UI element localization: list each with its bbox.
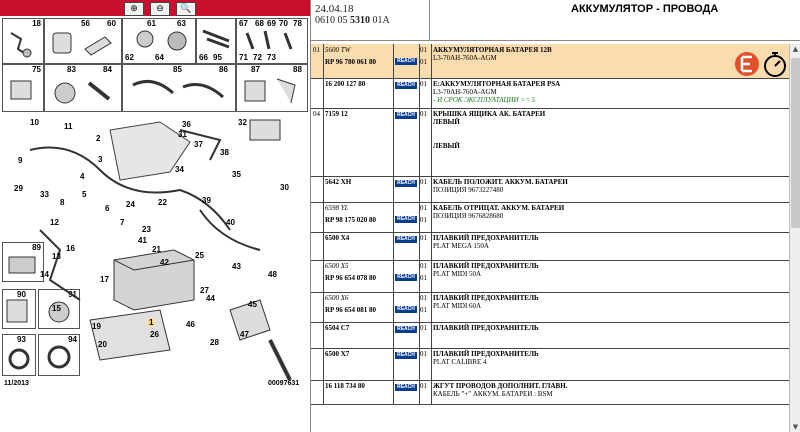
callout-37[interactable]: 37 bbox=[194, 140, 203, 149]
desc-title: E:АККУМУЛЯТОРНАЯ БАТАРЕЯ PSA bbox=[433, 80, 561, 88]
zoom-fit-button[interactable]: 🔍 bbox=[176, 2, 196, 16]
quantity: 01 bbox=[420, 350, 427, 358]
column-divider bbox=[393, 232, 394, 260]
quantity: 01 bbox=[420, 204, 427, 212]
callout-9[interactable]: 9 bbox=[18, 156, 23, 165]
reach-badge[interactable]: REACH bbox=[395, 58, 417, 65]
thumb-85-86[interactable]: 85 86 bbox=[122, 64, 236, 112]
part-reference[interactable]: 6598 YL bbox=[325, 204, 349, 212]
column-divider bbox=[419, 380, 420, 404]
desc-title: ЖГУТ ПРОВОДОВ ДОПОЛНИТ. ГЛАВН. bbox=[433, 382, 568, 390]
eco-icon[interactable] bbox=[735, 52, 759, 76]
scroll-thumb[interactable] bbox=[791, 58, 800, 228]
quantity: 01 bbox=[420, 80, 427, 88]
part-reference[interactable]: 6504 C7 bbox=[325, 324, 350, 332]
callout-15[interactable]: 15 bbox=[52, 304, 61, 313]
column-divider bbox=[393, 78, 394, 108]
desc-title: ПЛАВКИЙ ПРЕДОХРАНИТЕЛЬ bbox=[433, 294, 539, 302]
desc-line: ЛЕВЫЙ bbox=[433, 142, 460, 150]
column-divider bbox=[431, 292, 432, 322]
column-divider bbox=[431, 260, 432, 292]
thumb-87-88[interactable]: 87 88 bbox=[236, 64, 308, 112]
callout-19[interactable]: 19 bbox=[92, 322, 101, 331]
column-divider bbox=[419, 202, 420, 232]
part-number[interactable]: RP 96 654 081 80 bbox=[325, 306, 376, 314]
part-description bbox=[433, 324, 673, 332]
callout-46[interactable]: 46 bbox=[186, 320, 195, 329]
callout-43[interactable]: 43 bbox=[232, 262, 241, 271]
quantity: 01 bbox=[420, 46, 427, 54]
part-reference[interactable]: 16 118 734 80 bbox=[325, 382, 365, 390]
reach-badge[interactable]: REACH bbox=[395, 326, 417, 333]
callout-10[interactable]: 10 bbox=[30, 118, 39, 127]
column-divider bbox=[323, 176, 324, 202]
part-row[interactable] bbox=[311, 232, 789, 261]
desc-line: - И СРОК ЭКСПЛУАТАЦИИ >= 5 bbox=[433, 96, 536, 104]
column-divider bbox=[419, 176, 420, 202]
part-row[interactable] bbox=[311, 260, 789, 293]
parts-table bbox=[311, 44, 789, 432]
callout-1[interactable]: 1 bbox=[149, 318, 154, 327]
desc-line: ПОЗИЦИЯ 9673227480 bbox=[433, 186, 504, 194]
reach-badge[interactable]: REACH bbox=[395, 306, 417, 313]
column-divider bbox=[431, 380, 432, 404]
callout-36[interactable]: 36 bbox=[182, 120, 191, 129]
part-description bbox=[433, 234, 673, 250]
part-number[interactable]: RP 98 175 020 80 bbox=[325, 216, 376, 224]
part-description bbox=[433, 178, 673, 194]
part-row[interactable] bbox=[311, 202, 789, 233]
column-divider bbox=[393, 348, 394, 380]
reach-badge[interactable]: REACH bbox=[395, 236, 417, 243]
callout-28[interactable]: 28 bbox=[210, 338, 219, 347]
column-divider bbox=[323, 348, 324, 380]
quantity: 01 bbox=[420, 262, 427, 270]
column-divider bbox=[393, 108, 394, 176]
part-reference[interactable]: 6500 X6 bbox=[325, 294, 349, 302]
desc-line: ЛЕВЫЙ bbox=[433, 118, 460, 126]
part-row[interactable] bbox=[311, 108, 789, 177]
callout-27[interactable]: 27 bbox=[200, 286, 209, 295]
part-row[interactable] bbox=[311, 78, 789, 109]
callout-40[interactable]: 40 bbox=[226, 218, 235, 227]
callout-13[interactable]: 13 bbox=[52, 252, 61, 261]
row-index: 04 bbox=[313, 110, 320, 118]
thumb-89[interactable]: 89 bbox=[2, 242, 44, 282]
callout-11[interactable]: 11 bbox=[64, 122, 73, 131]
callout-6[interactable]: 6 bbox=[105, 204, 110, 213]
column-divider bbox=[431, 232, 432, 260]
catalog-code: 0610 05 5310 01A bbox=[315, 15, 390, 26]
stopwatch-icon[interactable] bbox=[765, 53, 785, 76]
callout-4[interactable]: 4 bbox=[80, 172, 85, 181]
desc-title: КАБЕЛЬ ОТРИЦАТ. АККУМ. БАТАРЕИ bbox=[433, 204, 565, 212]
part-row[interactable] bbox=[311, 44, 789, 79]
part-number[interactable]: RP 96 654 078 80 bbox=[325, 274, 376, 282]
column-divider bbox=[419, 232, 420, 260]
part-reference[interactable]: 7159 12 bbox=[325, 110, 348, 118]
row-icons bbox=[731, 48, 791, 80]
part-description bbox=[433, 382, 673, 398]
quantity: 01 bbox=[420, 382, 427, 390]
parts-header bbox=[311, 0, 800, 41]
column-divider bbox=[323, 44, 324, 78]
part-reference[interactable]: 5642 XH bbox=[325, 178, 352, 186]
thumb-66-95[interactable]: 66 95 bbox=[196, 18, 236, 64]
parts-list-panel bbox=[311, 0, 800, 432]
column-divider bbox=[323, 108, 324, 176]
callout-44[interactable]: 44 bbox=[206, 294, 215, 303]
quantity-2: 01 bbox=[420, 306, 427, 314]
part-reference[interactable]: 16 200 127 80 bbox=[325, 80, 366, 88]
desc-line: PLAT MIDI 50A bbox=[433, 270, 482, 278]
diagram-date: 11/2013 bbox=[4, 380, 29, 387]
vertical-scrollbar[interactable] bbox=[789, 44, 800, 432]
reach-badge[interactable]: REACH bbox=[395, 82, 417, 89]
callout-34[interactable]: 34 bbox=[175, 165, 184, 174]
column-divider bbox=[393, 202, 394, 232]
callout-14[interactable]: 14 bbox=[40, 270, 49, 279]
quantity-2: 01 bbox=[420, 274, 427, 282]
callout-42[interactable]: 42 bbox=[160, 258, 169, 267]
callout-22[interactable]: 22 bbox=[158, 198, 167, 207]
thumb-61-63[interactable]: 61 63 62 64 bbox=[122, 18, 196, 64]
part-description bbox=[433, 110, 673, 150]
part-description bbox=[433, 262, 673, 278]
column-divider bbox=[431, 176, 432, 202]
reach-badge[interactable]: REACH bbox=[395, 112, 417, 119]
callout-8[interactable]: 8 bbox=[60, 198, 65, 207]
part-reference[interactable]: 6500 X7 bbox=[325, 350, 350, 358]
reach-badge[interactable]: REACH bbox=[395, 180, 417, 187]
part-row[interactable] bbox=[311, 348, 789, 381]
part-description bbox=[433, 80, 673, 104]
diagram-toolbar bbox=[0, 0, 310, 16]
part-row[interactable] bbox=[311, 380, 789, 405]
callout-21[interactable]: 21 bbox=[152, 245, 161, 254]
desc-title: ПЛАВКИЙ ПРЕДОХРАНИТЕЛЬ bbox=[433, 262, 539, 270]
callout-20[interactable]: 20 bbox=[98, 340, 107, 349]
callout-47[interactable]: 47 bbox=[240, 330, 249, 339]
callout-17[interactable]: 17 bbox=[100, 275, 109, 284]
column-divider bbox=[323, 78, 324, 108]
column-divider bbox=[393, 380, 394, 404]
desc-title: КАБЕЛЬ ПОЛОЖИТ. АККУМ. БАТАРЕИ bbox=[433, 178, 568, 186]
part-description bbox=[433, 204, 673, 220]
column-divider bbox=[419, 292, 420, 322]
desc-line: ПОЗИЦИЯ 9676828680 bbox=[433, 212, 504, 220]
thumb-56-60[interactable]: 56 60 bbox=[44, 18, 122, 64]
row-index: 01 bbox=[313, 46, 320, 54]
callout-33[interactable]: 33 bbox=[40, 190, 49, 199]
column-divider bbox=[323, 202, 324, 232]
column-divider bbox=[419, 108, 420, 176]
part-reference[interactable]: 6500 X4 bbox=[325, 234, 350, 242]
desc-line: PLAT MIDI 60A bbox=[433, 302, 482, 310]
column-divider bbox=[393, 292, 394, 322]
thumb-94[interactable]: 94 bbox=[38, 334, 80, 376]
thumb-75[interactable]: 75 bbox=[2, 64, 44, 112]
thumb-67-78[interactable]: 67 68 69 70 78 71 72 73 bbox=[236, 18, 308, 64]
quantity: 01 bbox=[420, 178, 427, 186]
scroll-up-arrow[interactable]: ▲ bbox=[792, 45, 799, 53]
reach-badge[interactable]: REACH bbox=[395, 216, 417, 223]
callout-30[interactable]: 30 bbox=[280, 183, 289, 192]
quantity-2: 01 bbox=[420, 216, 427, 224]
column-divider bbox=[431, 202, 432, 232]
part-number[interactable]: RP 96 780 061 80 bbox=[325, 58, 376, 66]
callout-45[interactable]: 45 bbox=[248, 300, 257, 309]
column-divider bbox=[323, 260, 324, 292]
thumb-18[interactable]: 18 bbox=[2, 18, 44, 64]
thumb-83-84[interactable]: 83 84 bbox=[44, 64, 122, 112]
desc-line: PLAT CALIBRE 4 bbox=[433, 358, 487, 366]
reach-badge[interactable]: REACH bbox=[395, 352, 417, 359]
desc-line: L3-70AH-760A-AGM bbox=[433, 54, 497, 62]
desc-title: ПЛАВКИЙ ПРЕДОХРАНИТЕЛЬ bbox=[433, 324, 539, 332]
catalog-date: 24.04.18 bbox=[315, 3, 354, 15]
reach-badge[interactable]: REACH bbox=[395, 384, 417, 391]
column-divider bbox=[393, 176, 394, 202]
scroll-down-arrow[interactable]: ▼ bbox=[792, 423, 799, 431]
column-divider bbox=[419, 348, 420, 380]
callout-7[interactable]: 7 bbox=[120, 218, 125, 227]
callout-26[interactable]: 26 bbox=[150, 330, 159, 339]
quantity-2: 01 bbox=[420, 58, 427, 66]
part-description bbox=[433, 350, 673, 366]
desc-title: ПЛАВКИЙ ПРЕДОХРАНИТЕЛЬ bbox=[433, 234, 539, 242]
page-title: АККУМУЛЯТОР - ПРОВОДА bbox=[571, 3, 719, 15]
zoom-in-button[interactable]: ⊕ bbox=[124, 2, 144, 16]
column-divider bbox=[431, 322, 432, 348]
callout-25[interactable]: 25 bbox=[195, 251, 204, 260]
desc-title: ПЛАВКИЙ ПРЕДОХРАНИТЕЛЬ bbox=[433, 350, 539, 358]
callout-16[interactable]: 16 bbox=[66, 244, 75, 253]
part-row[interactable] bbox=[311, 322, 789, 349]
column-divider bbox=[419, 78, 420, 108]
thumb-93[interactable]: 93 bbox=[2, 334, 36, 376]
column-divider bbox=[431, 78, 432, 108]
desc-title: КРЫШКА ЯЩИКА АК. БАТАРЕИ bbox=[433, 110, 546, 118]
column-divider bbox=[431, 108, 432, 176]
part-description bbox=[433, 294, 673, 310]
callout-35[interactable]: 35 bbox=[232, 170, 241, 179]
desc-line: L3-70AH-760A-AGM bbox=[433, 88, 497, 96]
callout-38[interactable]: 38 bbox=[220, 148, 229, 157]
diagram-id: 00097631 bbox=[268, 380, 300, 387]
callout-31[interactable]: 31 bbox=[178, 130, 187, 139]
column-divider bbox=[419, 260, 420, 292]
callout-39[interactable]: 39 bbox=[202, 196, 211, 205]
callout-32[interactable]: 32 bbox=[238, 118, 247, 127]
column-divider bbox=[419, 322, 420, 348]
part-description bbox=[433, 46, 673, 62]
column-divider bbox=[323, 292, 324, 322]
thumb-90[interactable]: 90 bbox=[2, 289, 36, 329]
parts-diagram-panel bbox=[0, 0, 311, 432]
reach-badge[interactable]: REACH bbox=[395, 274, 417, 281]
column-divider bbox=[393, 322, 394, 348]
callout-24[interactable]: 24 bbox=[126, 200, 135, 209]
part-row[interactable] bbox=[311, 292, 789, 323]
callout-23[interactable]: 23 bbox=[142, 225, 151, 234]
thumb-91[interactable]: 91 bbox=[38, 289, 80, 329]
column-divider bbox=[323, 380, 324, 404]
callout-12[interactable]: 12 bbox=[50, 218, 59, 227]
desc-title: АККУМУЛЯТОРНАЯ БАТАРЕЯ 12В bbox=[433, 46, 552, 54]
column-divider bbox=[419, 44, 420, 78]
callout-2[interactable]: 2 bbox=[96, 134, 101, 143]
callout-3[interactable]: 3 bbox=[98, 155, 103, 164]
column-divider bbox=[431, 348, 432, 380]
column-divider bbox=[431, 44, 432, 78]
quantity: 01 bbox=[420, 110, 427, 118]
part-row[interactable] bbox=[311, 176, 789, 203]
column-divider bbox=[323, 322, 324, 348]
quantity: 01 bbox=[420, 294, 427, 302]
column-divider bbox=[323, 232, 324, 260]
callout-5[interactable]: 5 bbox=[82, 190, 87, 199]
desc-line: КАБЕЛЬ "+" АККУМ. БАТАРЕИ : BSM bbox=[433, 390, 553, 398]
callout-41[interactable]: 41 bbox=[138, 236, 147, 245]
column-divider bbox=[393, 260, 394, 292]
column-divider bbox=[393, 44, 394, 78]
quantity: 01 bbox=[420, 324, 427, 332]
zoom-out-button[interactable]: ⊖ bbox=[150, 2, 170, 16]
part-reference[interactable]: 6500 X5 bbox=[325, 262, 349, 270]
part-reference[interactable]: 5600 TW bbox=[325, 46, 351, 54]
desc-line: PLAT MEGA 150A bbox=[433, 242, 489, 250]
quantity: 01 bbox=[420, 234, 427, 242]
callout-48[interactable]: 48 bbox=[268, 270, 277, 279]
callout-29[interactable]: 29 bbox=[14, 184, 23, 193]
header-divider bbox=[429, 0, 430, 40]
